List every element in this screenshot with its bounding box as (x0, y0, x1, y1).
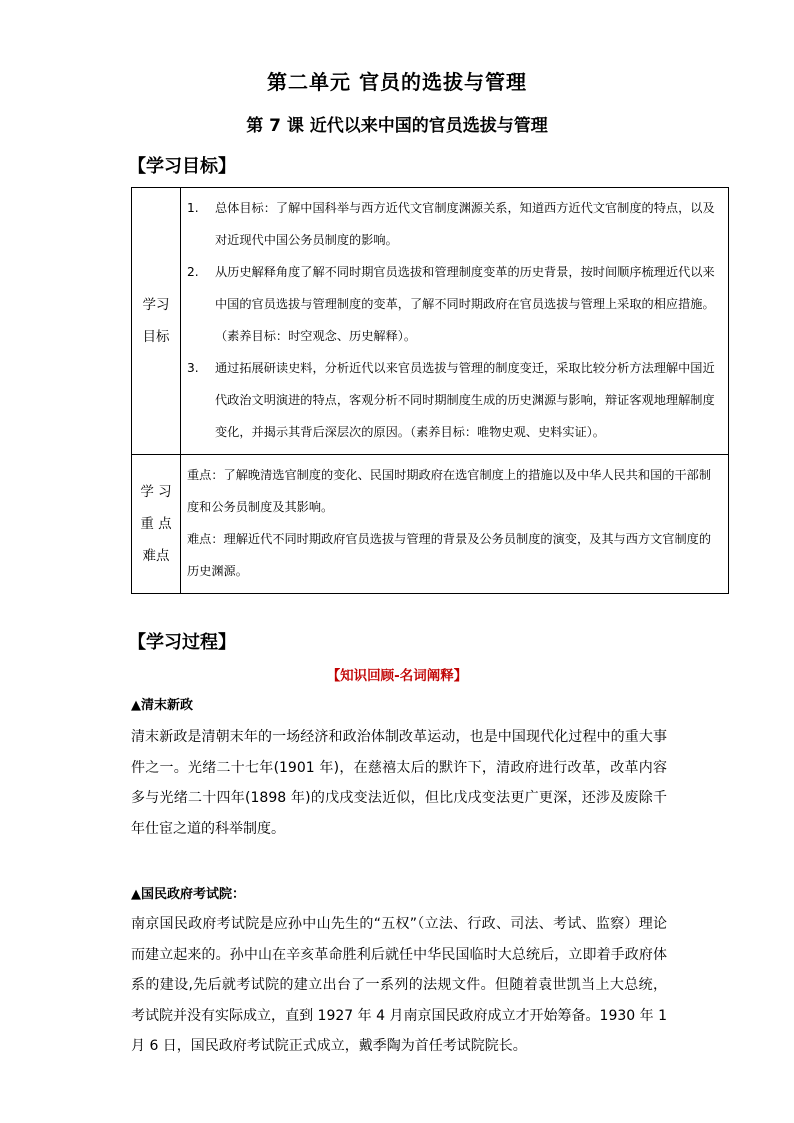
goal-item-text: 从历史解释角度了解不同时期官员选拔和管理制度变革的历史背景，按时间顺序梳理近代以来中国的官员选拔与管理制度的变革，了解不同时期政府在官员选拔与管理上采取的相应措施。（素养目标：时空观念、历史解释）。 (215, 265, 715, 343)
goals-label-cell (132, 188, 181, 455)
key-points-row (132, 455, 729, 594)
goal-item-number: 1. (187, 201, 199, 215)
key-points-label-cell (132, 455, 181, 594)
learning-goals-table (131, 187, 729, 594)
goal-item-number: 2. (187, 265, 199, 279)
goal-item (187, 352, 722, 448)
unit-title: 第二单元 官员的选拔与管理 (267, 70, 527, 94)
learning-goals-heading: 【学习目标】 (128, 156, 236, 177)
key-points-label-line: 重 点 (140, 516, 172, 532)
key-points-label-line: 难点 (142, 548, 170, 564)
goal-item-number: 3. (187, 361, 199, 375)
term-paragraph: 清末新政是清朝末年的一场经济和政治体制改革运动，也是中国现代化过程中的重大事件之一。光绪二十七年(1901 年)，在慈禧太后的默许下，清政府进行改革，改革内容多与光绪二十四年(1898 年)的戊戌变法近似，但比戊戌变法更广更深，还涉及废除千年仕宦之道的科举制度。 (131, 729, 667, 837)
learning-process-heading: 【学习过程】 (128, 632, 236, 653)
term-paragraph: 南京国民政府考试院是应孙中山先生的“五权”（立法、行政、司法、考试、监察）理论而建立起来的。孙中山在辛亥革命胜利后就任中华民国临时大总统后，立即着手政府体系的建设,先后就考试院的建立出台了一系列的法规文件。但随着袁世凯当上大总统，考试院并没有实际成立，直到 1927 年 4 月南京国民政府成立才开始筹备。1930 年 1 月 6 日，国民政府考试院正式成立，戴季陶为首任考试院院长。 (131, 916, 667, 1054)
difficult-point-text: 难点：理解近代不同时期政府官员选拔与管理的背景及公务员制度的演变，及其与西方文官制度的历史渊源。 (187, 532, 712, 578)
goal-item (187, 192, 722, 256)
lesson-title: 第 7 课 近代以来中国的官员选拔与管理 (246, 116, 548, 136)
key-point-text: 重点：了解晚清选官制度的变化、民国时期政府在选官制度上的措施以及中华人民共和国的干部制度和公务员制度及其影响。 (187, 468, 712, 514)
goal-item-text: 总体目标：了解中国科举与西方近代文官制度渊源关系，知道西方近代文官制度的特点，以及对近现代中国公务员制度的影响。 (215, 201, 715, 247)
goals-label-line: 目标 (142, 329, 170, 345)
term-heading: ▲国民政府考试院： (131, 887, 245, 902)
goals-label-line: 学习 (142, 297, 170, 313)
key-points-content-cell (181, 455, 729, 594)
goals-content-cell (181, 188, 729, 455)
goal-item (187, 256, 722, 352)
goals-row (132, 188, 729, 455)
key-points-label-line: 学 习 (140, 484, 172, 500)
goal-item-text: 通过拓展研读史料，分析近代以来官员选拔与管理的制度变迁，采取比较分析方法理解中国近代政治文明演进的特点，客观分析不同时期制度生成的历史渊源与影响，辩证客观地理解制度变化，并揭示其背后深层次的原因。（素养目标：唯物史观、史料实证）。 (215, 361, 715, 439)
knowledge-review-subtitle: 【知识回顾-名词阐释】 (326, 668, 468, 684)
term-heading: ▲清末新政 (131, 698, 193, 713)
